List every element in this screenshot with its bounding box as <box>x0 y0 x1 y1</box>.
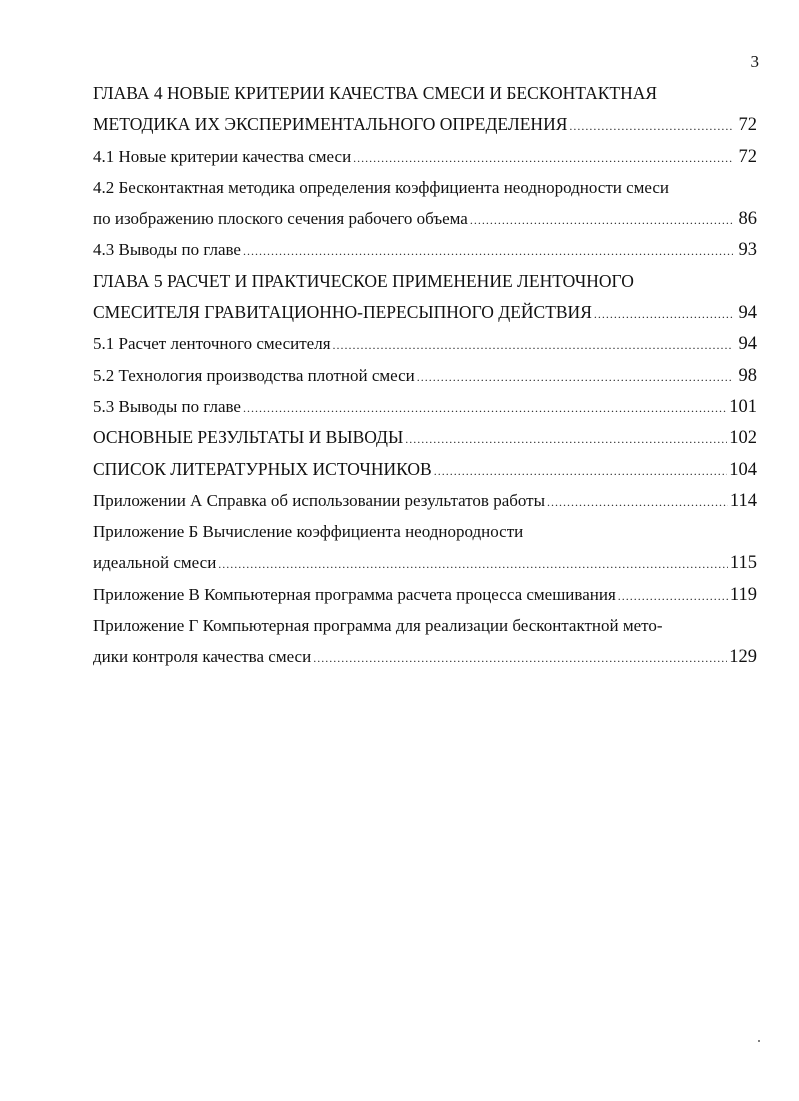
toc-entry-text: Приложение Г Компьютерная программа для реализации бесконтактной мето- <box>93 616 663 636</box>
dot-leader <box>594 299 733 330</box>
toc-entry-text: ГЛАВА 4 НОВЫЕ КРИТЕРИИ КАЧЕСТВА СМЕСИ И БЕСКОНТАКТНАЯ <box>93 83 658 103</box>
toc-entry-text: 5.2 Технология производства плотной смеси <box>93 365 415 385</box>
toc-line <box>93 610 757 641</box>
toc-page-number: 72 <box>738 146 757 167</box>
toc-entry-text: 5.1 Расчет ленточного смесителя <box>93 334 331 354</box>
toc-page-number: 119 <box>729 584 757 605</box>
dot-leader <box>243 236 733 267</box>
toc-line <box>93 109 757 140</box>
dot-leader <box>405 424 727 455</box>
toc-entry-text: по изображению плоского сечения рабочего объема <box>93 209 468 229</box>
toc-line <box>93 203 757 234</box>
toc-page-number: 98 <box>738 365 757 386</box>
toc-entry-text: 4.1 Новые критерии качества смеси <box>93 146 352 166</box>
toc-page-number: 93 <box>738 240 757 261</box>
toc-entry-text: 5.3 Выводы по главе <box>93 396 241 416</box>
toc-line <box>93 266 757 297</box>
toc-line <box>93 391 757 422</box>
toc-entry-text: СМЕСИТЕЛЯ ГРАВИТАЦИОННО-ПЕРЕСЫПНОГО ДЕЙСТВИЯ <box>93 302 592 323</box>
toc-page-number: 101 <box>729 396 757 417</box>
toc-line <box>93 579 757 610</box>
dot-leader <box>333 330 733 361</box>
toc-page-number: 104 <box>729 459 757 480</box>
toc-page-number: 72 <box>738 115 757 136</box>
dot-leader <box>313 643 727 674</box>
page-number: 3 <box>750 52 759 71</box>
dot-leader <box>218 549 728 580</box>
toc-line <box>93 641 757 672</box>
toc-line <box>93 454 757 485</box>
dot-leader <box>353 143 733 174</box>
toc-entry-text: идеальной смеси <box>93 553 217 573</box>
toc-entry-text: Приложение В Компьютерная программа расчета процесса смешивания <box>93 584 616 604</box>
dot-leader <box>470 205 733 236</box>
toc-entry-text: ГЛАВА 5 РАСЧЕТ И ПРАКТИЧЕСКОЕ ПРИМЕНЕНИЕ ЛЕНТОЧНОГО <box>93 270 634 291</box>
toc-line <box>93 516 757 547</box>
toc-line <box>93 422 757 453</box>
toc-page-number: 114 <box>729 490 757 511</box>
toc-entry-text: МЕТОДИКА ИХ ЭКСПЕРИМЕНТАЛЬНОГО ОПРЕДЕЛЕНИЯ <box>93 114 568 135</box>
toc-line <box>93 172 757 203</box>
toc-line <box>93 485 757 516</box>
toc-line <box>93 547 757 578</box>
toc-entry-text: ОСНОВНЫЕ РЕЗУЛЬТАТЫ И ВЫВОДЫ <box>93 427 404 448</box>
dot-leader <box>417 362 733 393</box>
dot-leader <box>569 111 733 142</box>
toc-line <box>93 141 757 172</box>
toc-page-number: 115 <box>729 553 757 574</box>
toc-page-number: 86 <box>738 209 757 230</box>
dot-leader <box>618 581 728 612</box>
toc-line <box>93 328 757 359</box>
toc-page-number: 94 <box>738 303 757 324</box>
dot-leader <box>243 393 727 424</box>
toc-page-number: 129 <box>729 647 757 668</box>
toc-page-number: 102 <box>729 428 757 449</box>
dot-leader <box>547 487 728 518</box>
toc-line <box>93 78 757 109</box>
toc-line <box>93 297 757 328</box>
toc-entry-text: 4.3 Выводы по главе <box>93 240 241 260</box>
dot-leader <box>434 456 728 487</box>
toc-page-number: 94 <box>738 334 757 355</box>
table-of-contents <box>93 78 757 673</box>
toc-line <box>93 360 757 391</box>
toc-entry-text: Приложение Б Вычисление коэффициента неоднородности <box>93 522 524 542</box>
toc-entry-text: СПИСОК ЛИТЕРАТУРНЫХ ИСТОЧНИКОВ <box>93 458 432 479</box>
toc-entry-text: 4.2 Бесконтактная методика определения коэффициента неоднородности смеси <box>93 177 670 197</box>
toc-entry-text: дики контроля качества смеси <box>93 647 312 667</box>
toc-entry-text: Приложении А Справка об использовании результатов работы <box>93 490 546 510</box>
scan-speck <box>758 1040 760 1042</box>
toc-line <box>93 234 757 265</box>
